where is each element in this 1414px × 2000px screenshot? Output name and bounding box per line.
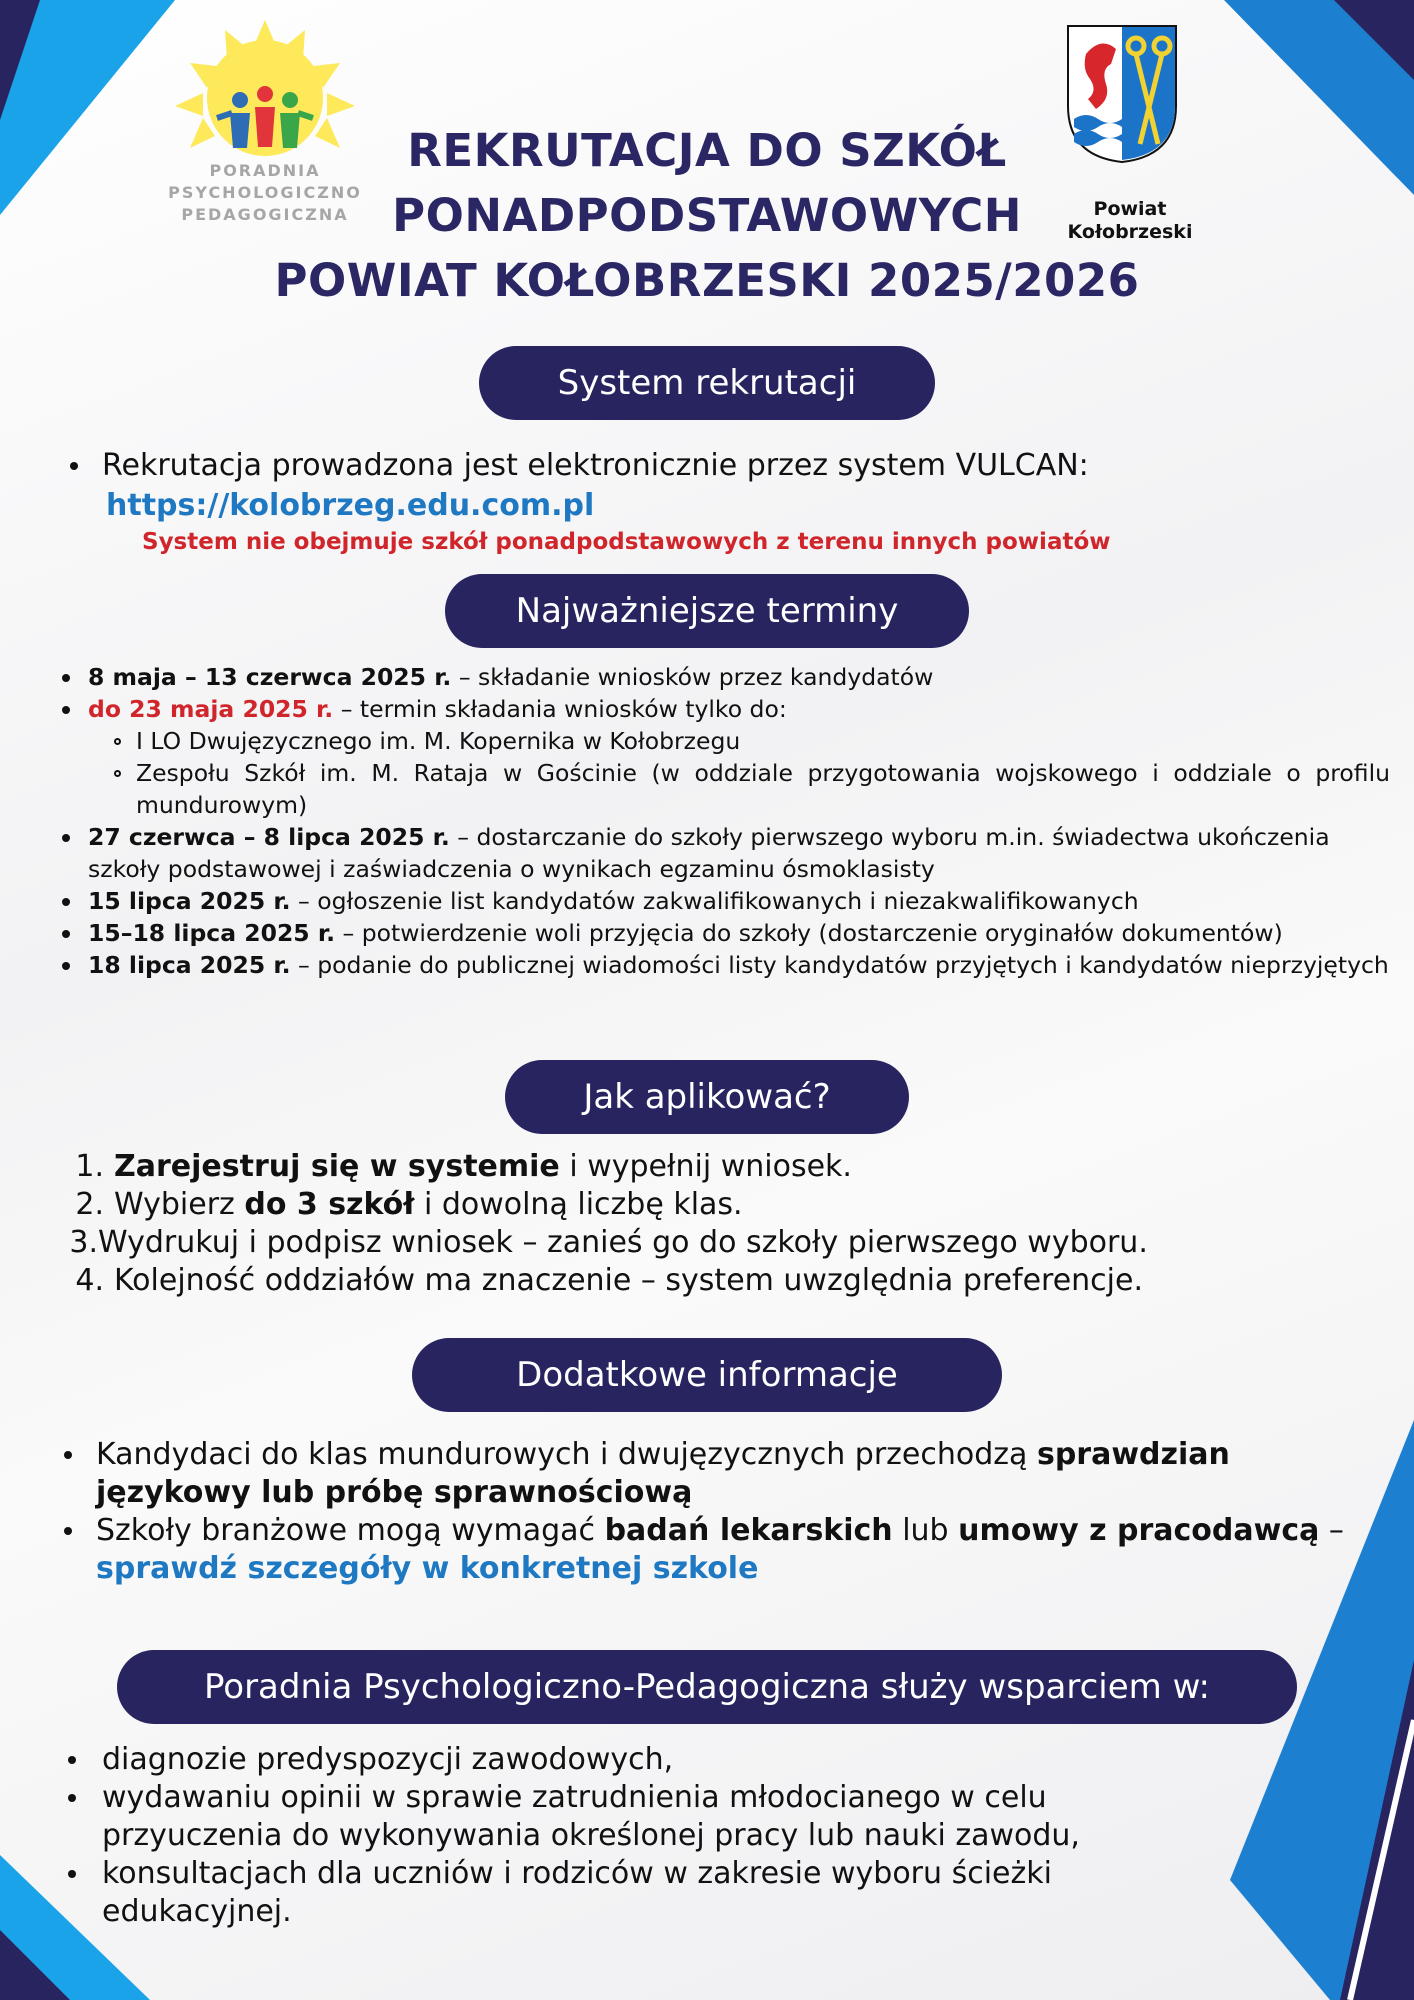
list-item [62, 446, 1362, 486]
support-item: konsultacjach dla uczniów i rodziców w zakresie wyboru ścieżki edukacyjnej. [62, 1855, 1192, 1931]
apply-step [60, 1224, 1380, 1262]
term-date: 15 lipca 2025 r. [88, 887, 291, 915]
support-section [62, 1741, 1192, 1931]
info-bold: umowy z pracodawcą [958, 1513, 1320, 1548]
support-item: wydawaniu opinii w sprawie zatrudnienia młodocianego w celu przyuczenia do wykonywania określonej pracy lub nauki zawodu, [62, 1779, 1192, 1855]
info-bold: sprawdzian językowy lub próbę sprawnościową [96, 1437, 1230, 1510]
logo-text-line: PEDAGOGICZNA [181, 205, 349, 224]
section-heading-extra: Dodatkowe informacje [412, 1338, 1002, 1412]
apply-step [60, 1262, 1380, 1300]
support-item: diagnozie predyspozycji zawodowych, [62, 1741, 1192, 1779]
step-number: 3. [69, 1225, 98, 1260]
step-bold: do 3 szkół [244, 1187, 415, 1222]
info-item [58, 1512, 1368, 1588]
title-line-2: PONADPODSTAWOWYCH [392, 189, 1022, 242]
info-item [58, 1436, 1368, 1512]
section-heading-system: System rekrutacji [479, 346, 935, 420]
term-text: – składanie wniosków przez kandydatów [451, 663, 934, 691]
term-item [56, 885, 1390, 917]
term-text: – potwierdzenie woli przyjęcia do szkoły (dostarczenie oryginałów dokumentów) [335, 919, 1283, 947]
logo-text-line: PSYCHOLOGICZNO [168, 183, 362, 202]
info-text: Kandydaci do klas mundurowych i dwujęzycznych przechodzą [96, 1437, 1037, 1472]
school-item: Zespołu Szkół im. M. Rataja w Gościnie (w oddziale przygotowania wojskowego i oddziale o profilu mundurowym) [88, 757, 1390, 821]
step-text [108, 1186, 743, 1224]
title-line-3: POWIAT KOŁOBRZESKI 2025/2026 [274, 254, 1140, 307]
county-name-line: Kołobrzeski [1067, 221, 1193, 243]
apply-step [60, 1186, 1380, 1224]
page-title [250, 118, 1164, 313]
system-description: Rekrutacja prowadzona jest elektronicznie przez system VULCAN: [102, 448, 1089, 483]
section-heading-terms: Najważniejsze terminy [445, 574, 969, 648]
term-text: – dostarczanie do szkoły pierwszego wyboru m.in. świadectwa ukończenia szkoły podstawowej i zaświadczenia o wynikach egzaminu ósmoklasisty [88, 823, 1330, 883]
section-heading-support: Poradnia Psychologiczno-Pedagogiczna służy wsparciem w: [117, 1650, 1297, 1724]
term-date: 18 lipca 2025 r. [88, 951, 291, 979]
step-pre: Wybierz [114, 1187, 245, 1222]
step-number: 2. [75, 1187, 104, 1222]
term-item [56, 949, 1390, 981]
info-text: lub [892, 1513, 959, 1548]
system-section [62, 446, 1362, 558]
term-item [56, 917, 1390, 949]
term-item [56, 661, 1390, 693]
term-item [56, 821, 1390, 885]
section-heading-apply: Jak aplikować? [505, 1060, 909, 1134]
term-date: 27 czerwca – 8 lipca 2025 r. [88, 823, 450, 851]
logo-text-line: PORADNIA [209, 161, 321, 180]
info-text: Szkoły branżowe mogą wymagać [96, 1513, 605, 1548]
terms-section [56, 661, 1390, 981]
term-text: – termin składania wniosków tylko do: [333, 695, 787, 723]
step-text: Kolejność oddziałów ma znaczenie – system uwzględnia preferencje. [114, 1263, 1144, 1298]
term-date: do 23 maja 2025 r. [88, 695, 334, 723]
step-rest: i wypełnij wniosek. [559, 1149, 852, 1184]
school-item: I LO Dwujęzycznego im. M. Kopernika w Kołobrzegu [88, 725, 1390, 757]
apply-step [60, 1148, 1380, 1186]
extra-section [58, 1436, 1368, 1588]
title-line-1: REKRUTACJA DO SZKÓŁ [407, 124, 1007, 177]
vulcan-link[interactable]: https://kolobrzeg.edu.com.pl [106, 488, 595, 523]
term-text: – podanie do publicznej wiadomości listy kandydatów przyjętych i kandydatów nieprzyjętych [290, 951, 1389, 979]
term-text: – ogłoszenie list kandydatów zakwalifikowanych i niezakwalifikowanych [290, 887, 1139, 915]
term-date: 15–18 lipca 2025 r. [88, 919, 335, 947]
term-date: 8 maja – 13 czerwca 2025 r. [88, 663, 452, 691]
corner-decoration-top-right [1214, 0, 1414, 200]
apply-steps [60, 1148, 1380, 1300]
system-note: System nie obejmuje szkół ponadpodstawowych z terenu innych powiatów [142, 529, 1111, 555]
school-details-link[interactable]: sprawdź szczegóły w konkretnej szkole [96, 1551, 759, 1586]
step-number: 1. [75, 1149, 104, 1184]
info-text: – [1319, 1513, 1344, 1548]
info-bold: badań lekarskich [604, 1513, 893, 1548]
term-item [56, 693, 1390, 821]
step-text [108, 1148, 852, 1186]
county-name-line: Powiat [1093, 198, 1167, 220]
step-number: 4. [75, 1263, 104, 1298]
step-bold: Zarejestruj się w systemie [114, 1149, 560, 1184]
step-rest: i dowolną liczbę klas. [414, 1187, 743, 1222]
step-text: Wydrukuj i podpisz wniosek – zanieś go do szkoły pierwszego wyboru. [98, 1225, 1148, 1260]
